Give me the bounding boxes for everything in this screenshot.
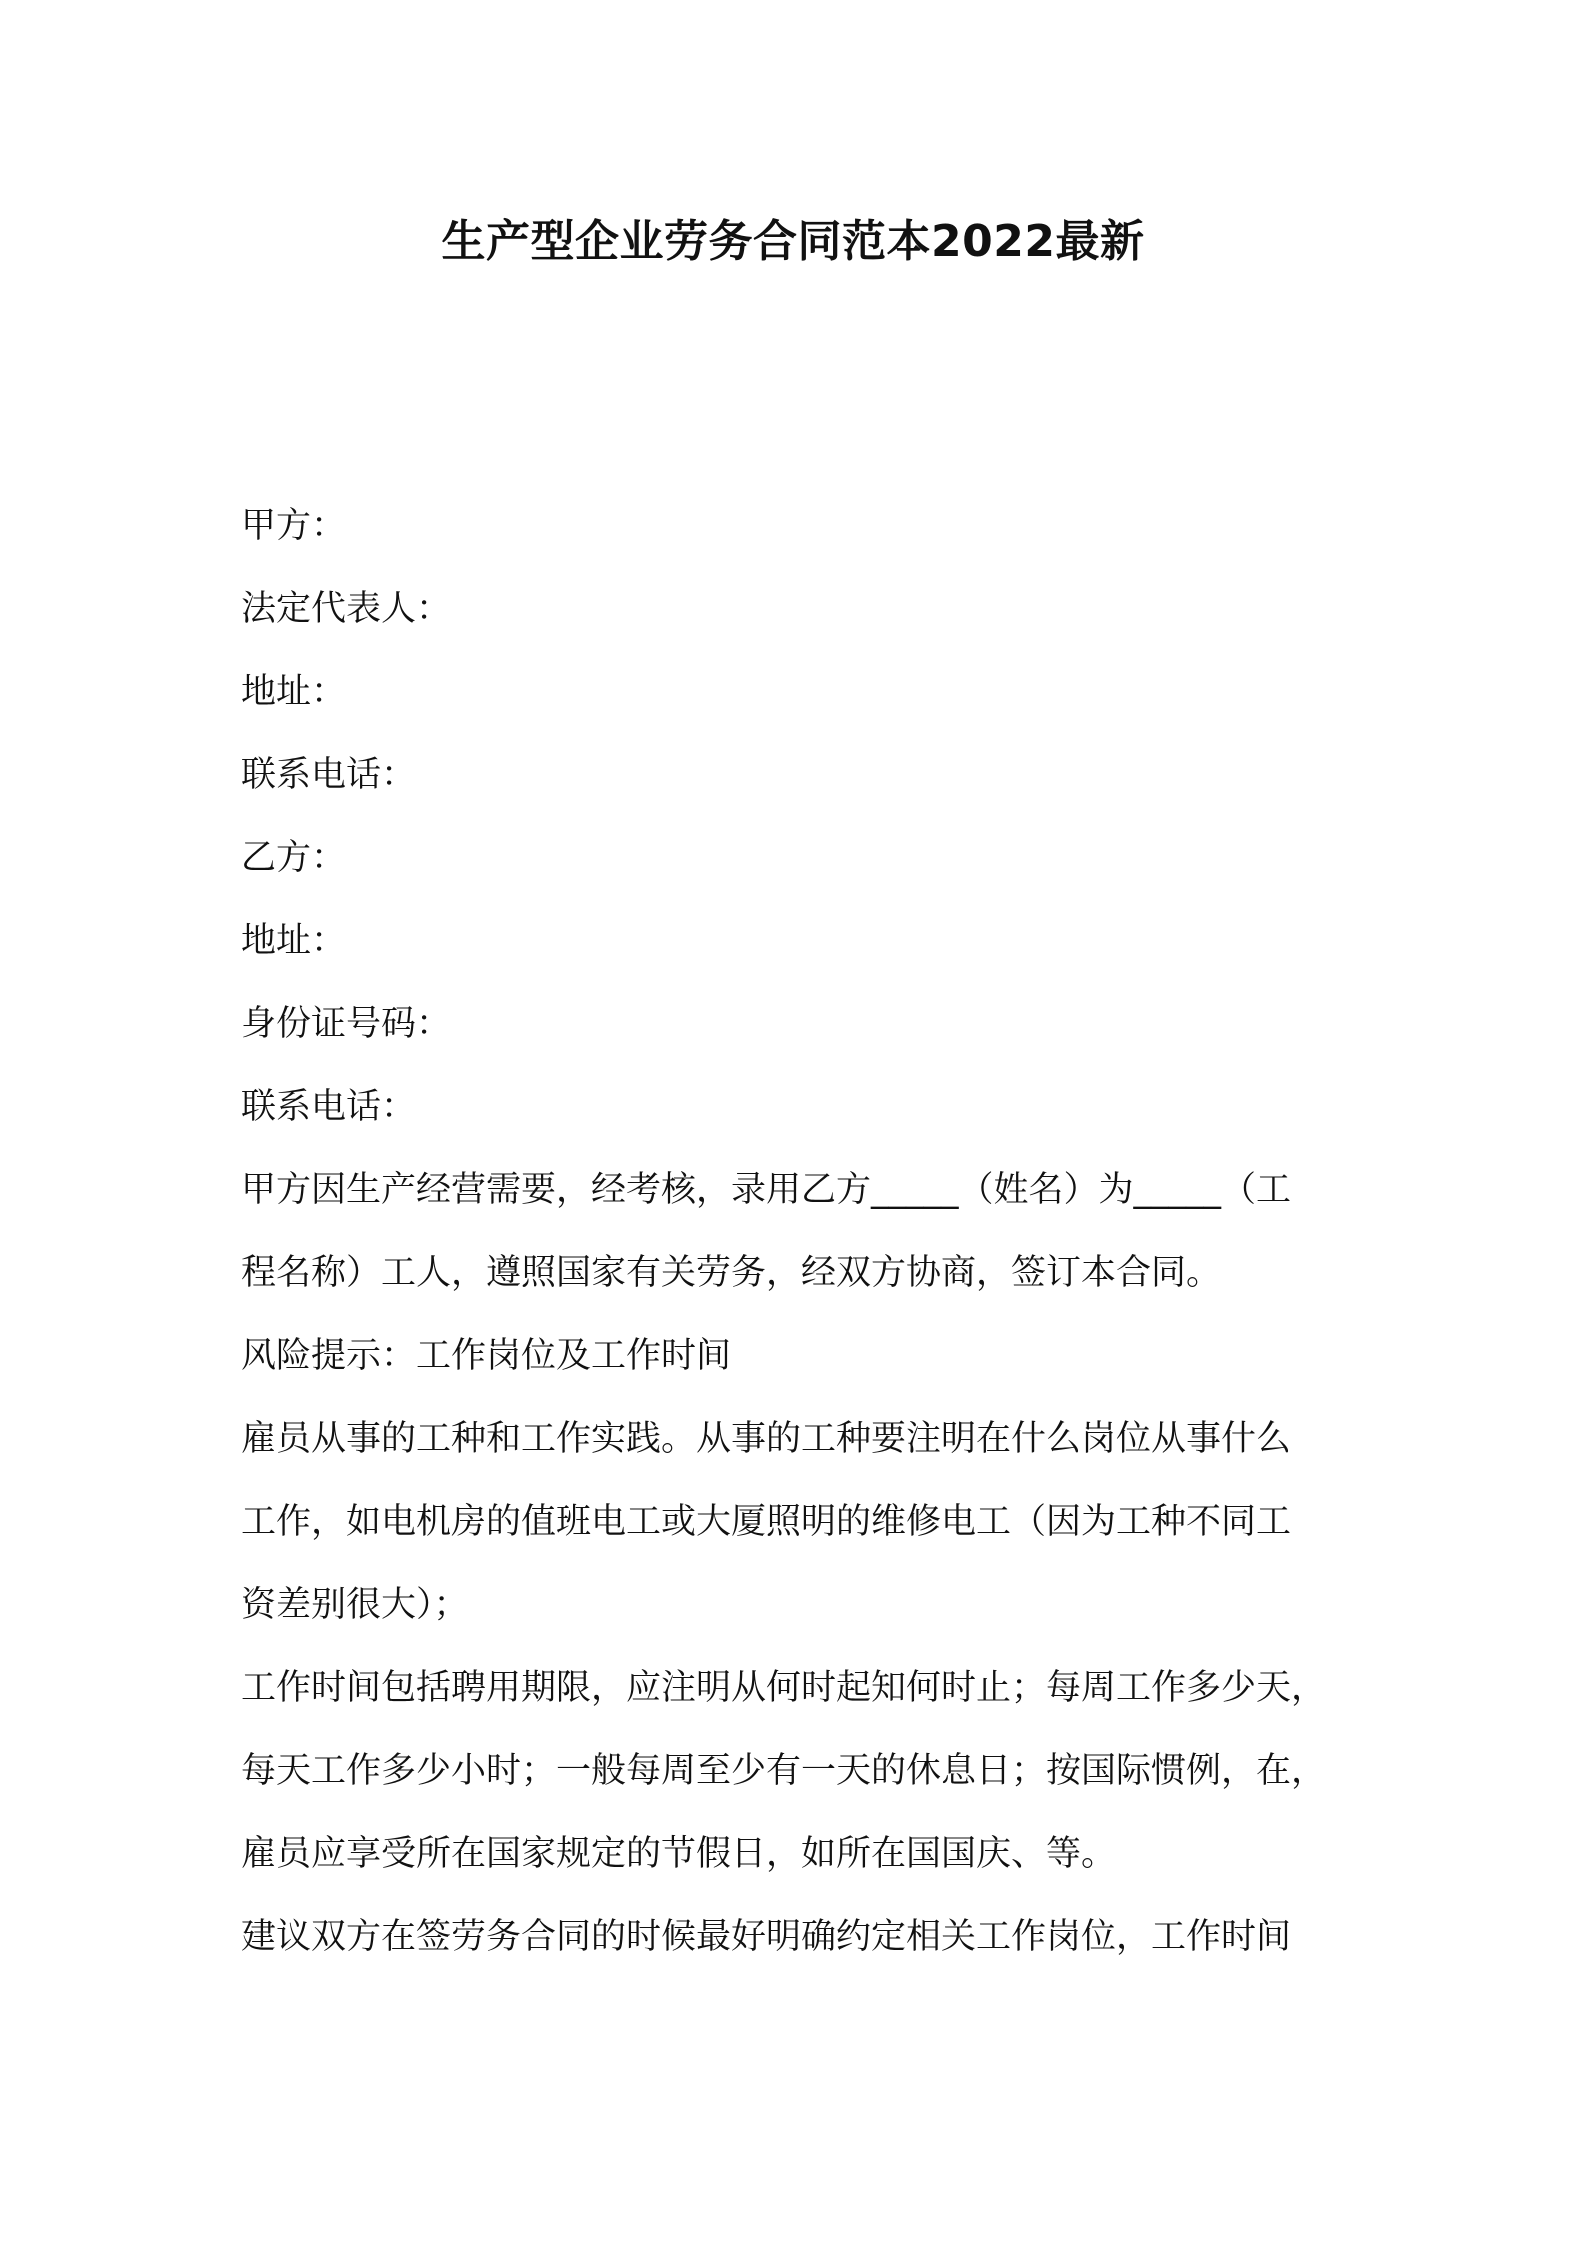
paragraph-line: 工作，如电机房的值班电工或大厦照明的维修电工（因为工种不同工 (241, 1502, 1292, 1542)
paragraph-line: 程名称）工人，遵照国家有关劳务，经双方协商，签订本合同。 (241, 1253, 1222, 1293)
paragraph-line: 每天工作多少小时；一般每周至少有一天的休息日；按国际惯例，在， (241, 1751, 1327, 1791)
id-number-label: 身份证号码： (241, 1004, 452, 1044)
document-title: 生产型企业劳务合同范本2022最新 (441, 216, 1145, 267)
party-b-address-label: 地址： (241, 921, 347, 961)
party-a-phone-label: 联系电话： (241, 755, 417, 795)
paragraph-line: 甲方因生产经营需要，经考核，录用乙方_____（姓名）为_____（工 (241, 1170, 1292, 1210)
paragraph-line: 雇员应享受所在国家规定的节假日，如所在国国庆、等。 (241, 1834, 1117, 1874)
legal-representative-label: 法定代表人： (241, 589, 452, 629)
party-a-label: 甲方： (241, 506, 347, 546)
paragraph-line: 建议双方在签劳务合同的时候最好明确约定相关工作岗位，工作时间 (241, 1917, 1292, 1957)
document-body (241, 485, 1356, 1979)
party-b-label: 乙方： (241, 838, 347, 878)
paragraph-line: 雇员从事的工种和工作实践。从事的工种要注明在什么岗位从事什么 (241, 1419, 1292, 1459)
paragraph-line: 工作时间包括聘用期限，应注明从何时起知何时止；每周工作多少天， (241, 1668, 1327, 1708)
paragraph-line: 资差别很大）； (241, 1585, 469, 1625)
party-a-address-label: 地址： (241, 672, 347, 712)
risk-tip-heading: 风险提示：工作岗位及工作时间 (241, 1336, 732, 1376)
party-b-phone-label: 联系电话： (241, 1087, 417, 1127)
